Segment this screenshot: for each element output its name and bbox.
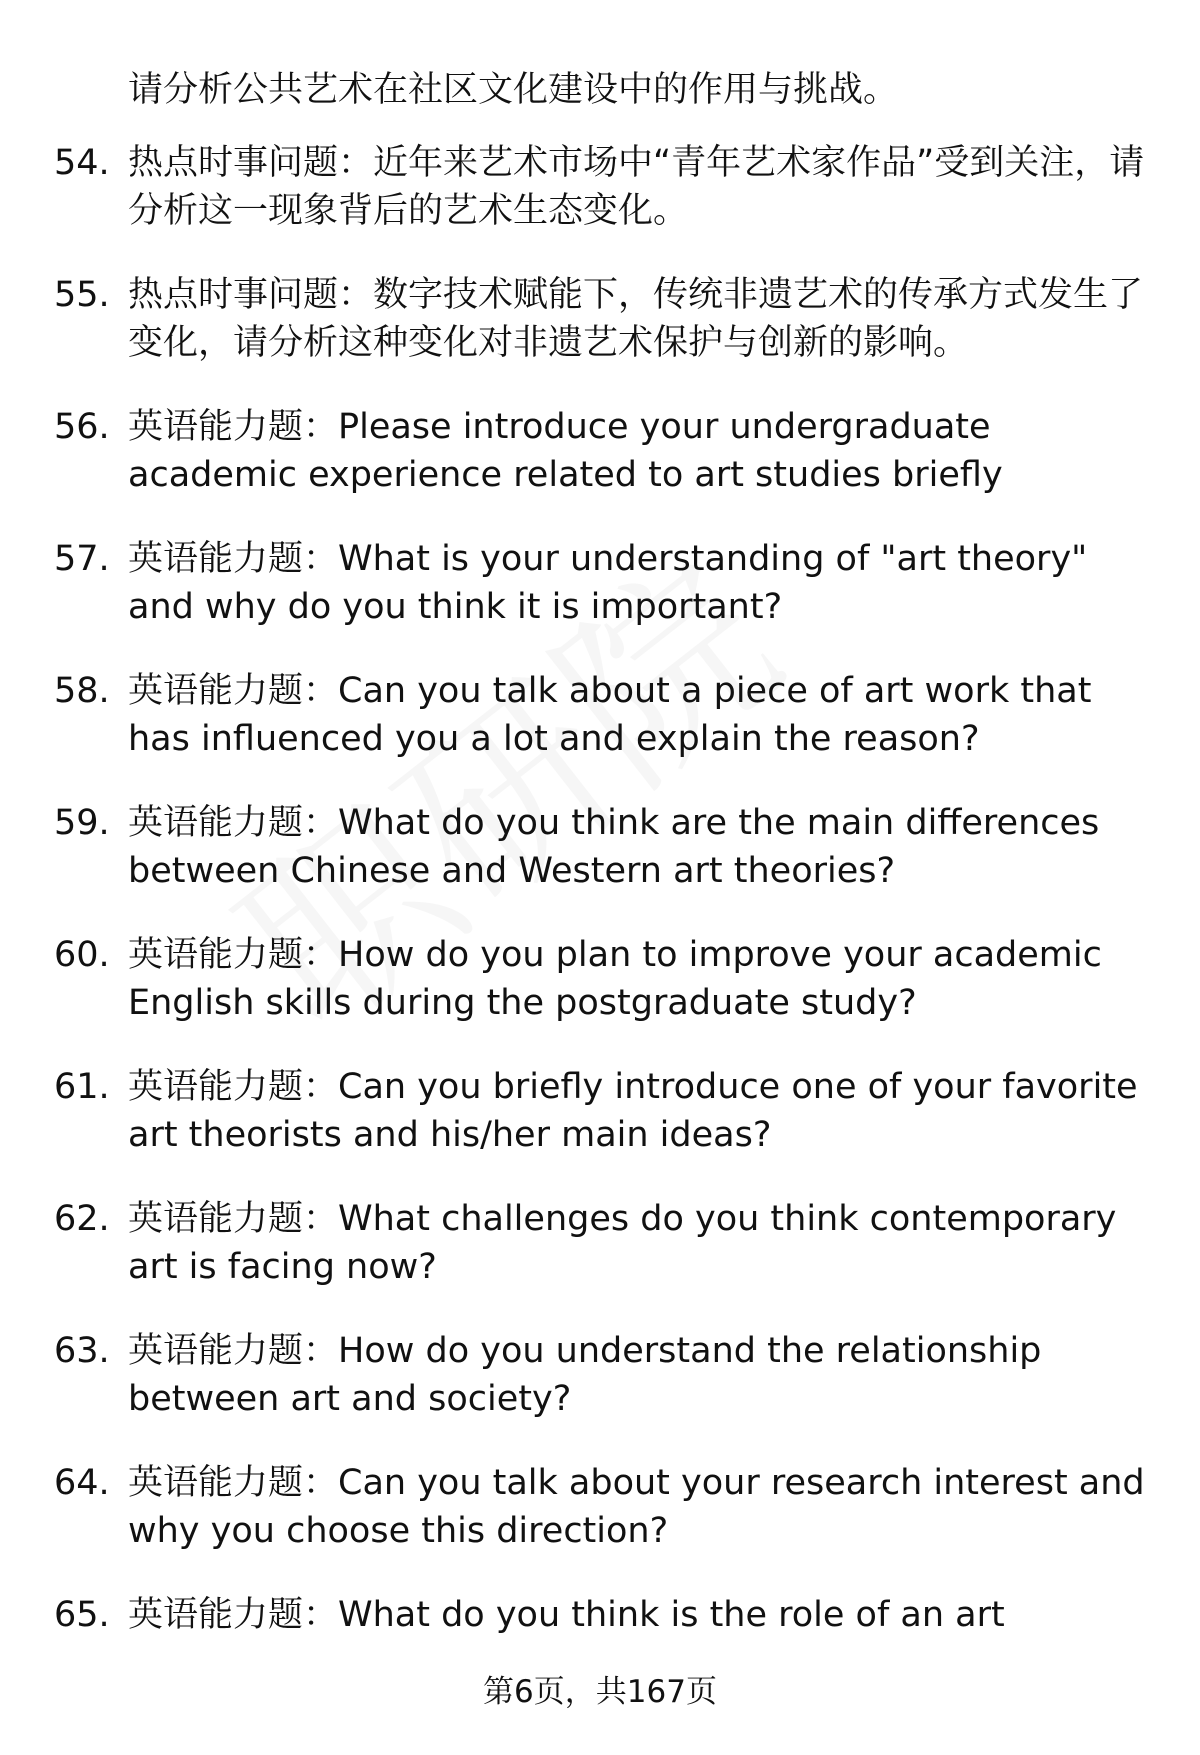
question-number: 57.: [54, 539, 110, 579]
question-number: 64.: [54, 1463, 110, 1503]
question-item: [0, 1327, 1200, 1459]
question-number: 65.: [54, 1595, 110, 1635]
question-number: 54.: [54, 143, 110, 183]
question-text: 英语能力题：How do you understand the relationship between art and society?: [128, 1331, 1042, 1419]
question-text: 英语能力题：Can you talk about your research interest and why you choose this direction?: [128, 1463, 1145, 1551]
question-number: 61.: [54, 1067, 110, 1107]
question-item: [0, 139, 1200, 271]
question-number: 60.: [54, 935, 110, 975]
question-text: 英语能力题：What do you think is the role of an art: [128, 1595, 1005, 1635]
question-number: 59.: [54, 803, 110, 843]
question-item: [0, 931, 1200, 1063]
question-text: 热点时事问题：近年来艺术市场中“青年艺术家作品”受到关注，请分析这一现象背后的艺术生态变化。: [128, 143, 1145, 231]
question-text: 英语能力题：What is your understanding of "art theory" and why do you think it is important?: [128, 539, 1088, 627]
page-footer: 第6页，共167页: [483, 1674, 717, 1710]
question-item: [0, 1063, 1200, 1195]
question-number: 62.: [54, 1199, 110, 1239]
question-number: 55.: [54, 275, 110, 315]
question-text: 英语能力题：What challenges do you think contemporary art is facing now?: [128, 1199, 1117, 1287]
question-item: [0, 403, 1200, 535]
question-text: 英语能力题：Please introduce your undergraduate academic experience related to art studies briefly: [128, 407, 1003, 495]
question-text: 英语能力题：How do you plan to improve your academic English skills during the postgraduate study?: [128, 935, 1102, 1023]
question-text: 英语能力题：What do you think are the main differences between Chinese and Western art theories?: [128, 803, 1100, 891]
continuation-text: 请分析公共艺术在社区文化建设中的作用与挑战。: [128, 70, 899, 110]
question-list: [0, 139, 1200, 1723]
question-number: 63.: [54, 1331, 110, 1371]
question-text: 英语能力题：Can you talk about a piece of art work that has influenced you a lot and explain the reason?: [128, 671, 1092, 759]
question-text: 热点时事问题：数字技术赋能下，传统非遗艺术的传承方式发生了变化，请分析这种变化对非遗艺术保护与创新的影响。: [128, 275, 1144, 363]
question-number: 56.: [54, 407, 110, 447]
question-item: [0, 667, 1200, 799]
question-text: 英语能力题：Can you briefly introduce one of your favorite art theorists and his/her main ideas?: [128, 1067, 1138, 1155]
question-item: [0, 535, 1200, 667]
question-item: [0, 1459, 1200, 1591]
question-item: [0, 1195, 1200, 1327]
question-item: [0, 799, 1200, 931]
question-number: 58.: [54, 671, 110, 711]
question-item: [0, 271, 1200, 403]
